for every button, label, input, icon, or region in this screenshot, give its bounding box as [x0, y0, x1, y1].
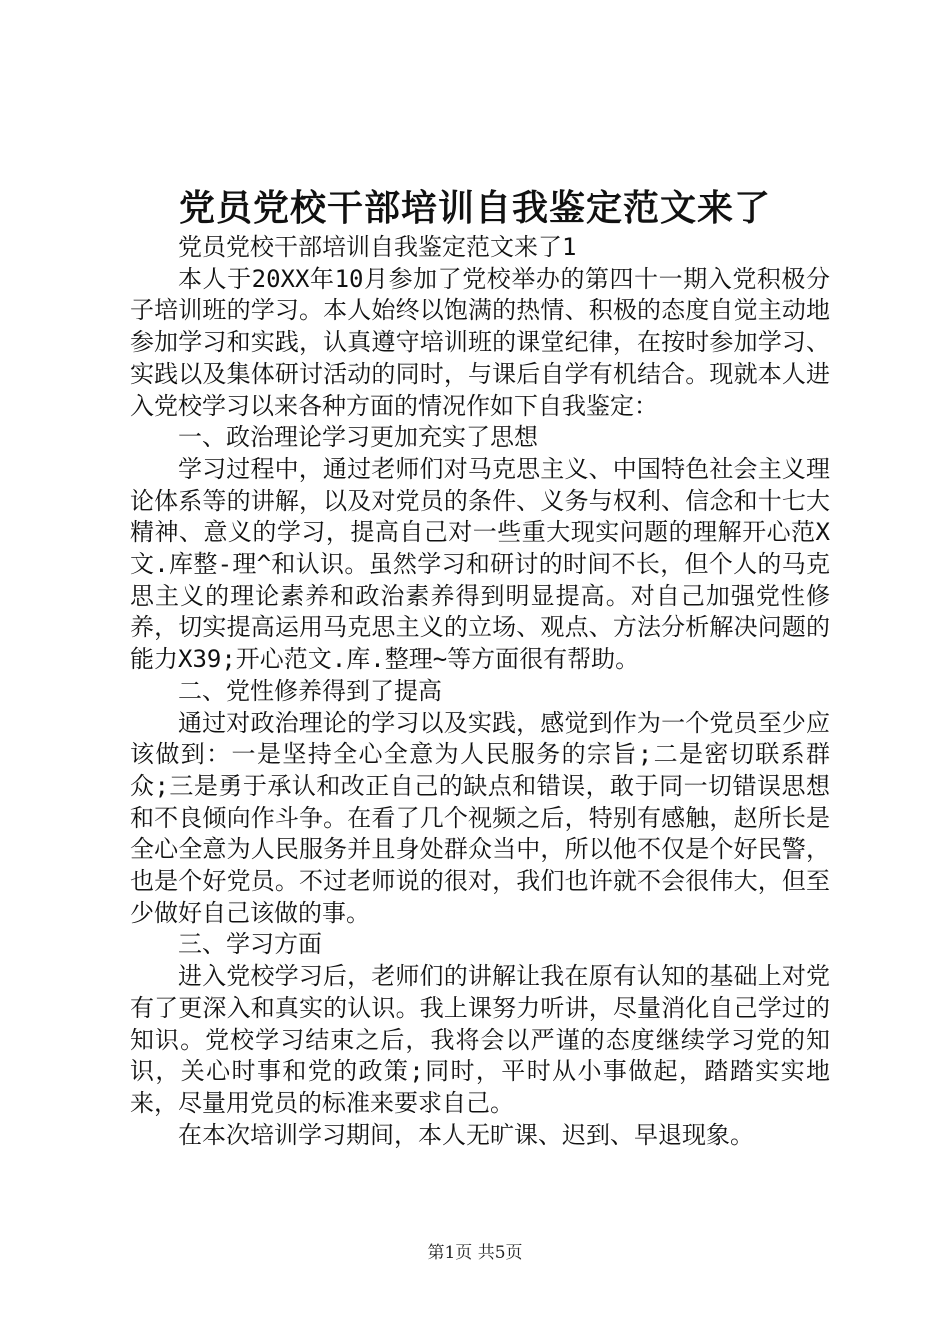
- page-number-footer: 第1页 共5页: [427, 1243, 523, 1263]
- document-body: [130, 232, 830, 1151]
- party-spirit-paragraph: 通过对政治理论的学习以及实践，感觉到作为一个党员至少应该做到：一是坚持全心全意为人民服务的宗旨;二是密切联系群众;三是勇于承认和改正自己的缺点和错误，敢于同一切错误思想和不良倾向作斗争。在看了几个视频之后，特别有感触，赵所长是全心全意为人民服务并且身处群众当中，所以他不仅是个好民警，也是个好党员。不过老师说的很对，我们也许就不会很伟大，但至少做好自己该做的事。: [130, 708, 830, 927]
- section-heading-study: 三、学习方面: [178, 930, 322, 959]
- document-title: 党员党校干部培训自我鉴定范文来了: [178, 187, 771, 229]
- subtitle-paragraph: 党员党校干部培训自我鉴定范文来了1: [178, 233, 577, 261]
- study-paragraph: 进入党校学习后，老师们的讲解让我在原有认知的基础上对党有了更深入和真实的认识。我上课努力听讲，尽量消化自己学过的知识。党校学习结束之后，我将会以严谨的态度继续学习党的知识，关心时事和党的政策;同时，平时从小事做起，踏踏实实地来，尽量用党员的标准来要求自己。: [130, 962, 830, 1117]
- intro-paragraph: 本人于20XX年10月参加了党校举办的第四十一期入党积极分子培训班的学习。本人始终以饱满的热情、积极的态度自觉主动地参加学习和实践，认真遵守培训班的课堂纪律，在按时参加学习、实践以及集体研讨活动的同时，与课后自学有机结合。现就本人进入党校学习以来各种方面的情况作如下自我鉴定：: [130, 264, 830, 420]
- attendance-paragraph: 在本次培训学习期间，本人无旷课、迟到、早退现象。: [178, 1120, 754, 1149]
- section-heading-politics: 一、政治理论学习更加充实了思想: [178, 423, 538, 452]
- politics-paragraph: 学习过程中，通过老师们对马克思主义、中国特色社会主义理论体系等的讲解，以及对党员的条件、义务与权利、信念和十七大精神、意义的学习，提高自己对一些重大现实问题的理解开心范X文.库整-理^和认识。虽然学习和研讨的时间不长，但个人的马克思主义的理论素养和政治素养得到明显提高。对自己加强党性修养，切实提高运用马克思主义的立场、观点、方法分析解决问题的能力X39;开心范文.库.整理~等方面很有帮助。: [130, 454, 830, 674]
- section-heading-party-spirit: 二、党性修养得到了提高: [178, 676, 442, 705]
